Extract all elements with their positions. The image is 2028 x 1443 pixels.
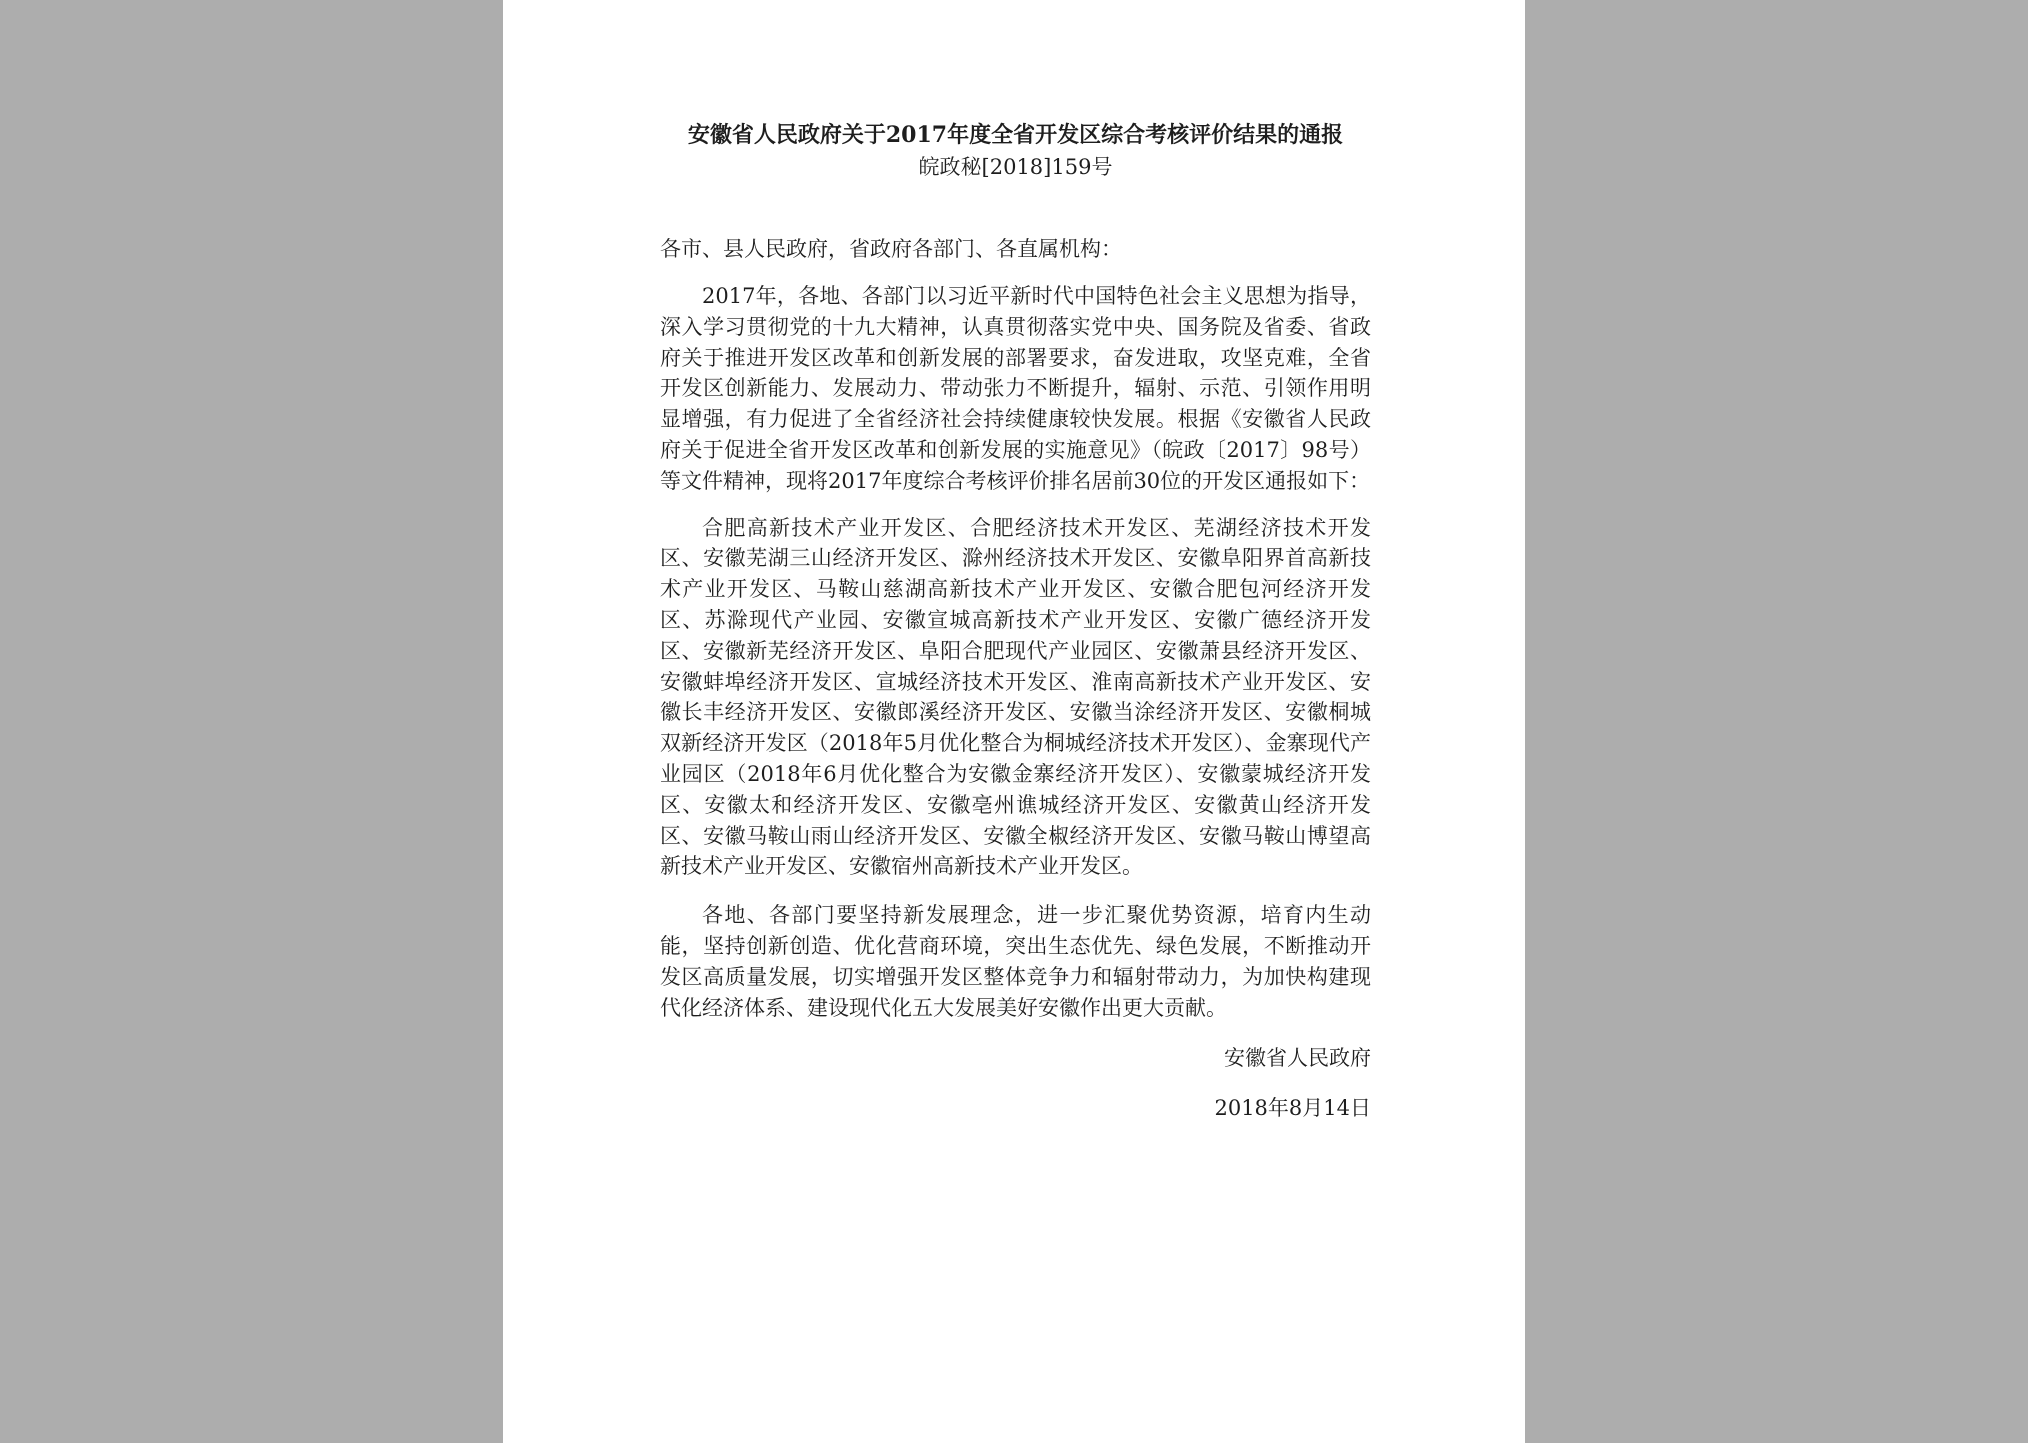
salutation: 各市、县人民政府，省政府各部门、各直属机构： [660,237,1122,261]
signature: 安徽省人民政府 [1224,1046,1371,1071]
document-page [503,0,1525,1443]
document-number: 皖政秘[2018]159号 [918,155,1113,179]
body-paragraph-3: 各地、各部门要坚持新发展理念，进一步汇聚优势资源，培育内生动能，坚持创新创造、优化营商环境，突出生态优先、绿色发展，不断推动开发区高质量发展，切实增强开发区整体竞争力和辐射带动力，为加快构建现代化经济体系、建设现代化五大发展美好安徽作出更大贡献。 [660,903,1371,1020]
body-paragraph-1: 2017年，各地、各部门以习近平新时代中国特色社会主义思想为指导，深入学习贯彻党的十九大精神，认真贯彻落实党中央、国务院及省委、省政府关于推进开发区改革和创新发展的部署要求，奋发进取，攻坚克难，全省开发区创新能力、发展动力、带动张力不断提升，辐射、示范、引领作用明显增强，有力促进了全省经济社会持续健康较快发展。根据《安徽省人民政府关于促进全省开发区改革和创新发展的实施意见》（皖政〔2017〕98号）等文件精神，现将2017年度综合考核评价排名居前30位的开发区通报如下： [660,284,1371,493]
issue-date: 2018年8月14日 [1214,1096,1371,1121]
body-paragraph-2: 合肥高新技术产业开发区、合肥经济技术开发区、芜湖经济技术开发区、安徽芜湖三山经济开发区、滁州经济技术开发区、安徽阜阳界首高新技术产业开发区、马鞍山慈湖高新技术产业开发区、安徽合肥包河经济开发区、苏滁现代产业园、安徽宣城高新技术产业开发区、安徽广德经济开发区、安徽新芜经济开发区、阜阳合肥现代产业园区、安徽萧县经济开发区、安徽蚌埠经济开发区、宣城经济技术开发区、淮南高新技术产业开发区、安徽长丰经济开发区、安徽郎溪经济开发区、安徽当涂经济开发区、安徽桐城双新经济开发区（2018年5月优化整合为桐城经济技术开发区）、金寨现代产业园区（2018年6月优化整合为安徽金寨经济开发区）、安徽蒙城经济开发区、安徽太和经济开发区、安徽亳州谯城经济开发区、安徽黄山经济开发区、安徽马鞍山雨山经济开发区、安徽全椒经济开发区、安徽马鞍山博望高新技术产业开发区、安徽宿州高新技术产业开发区。 [660,515,1371,879]
document-title: 安徽省人民政府关于2017年度全省开发区综合考核评价结果的通报 [687,122,1344,148]
document-content [660,118,1371,1123]
